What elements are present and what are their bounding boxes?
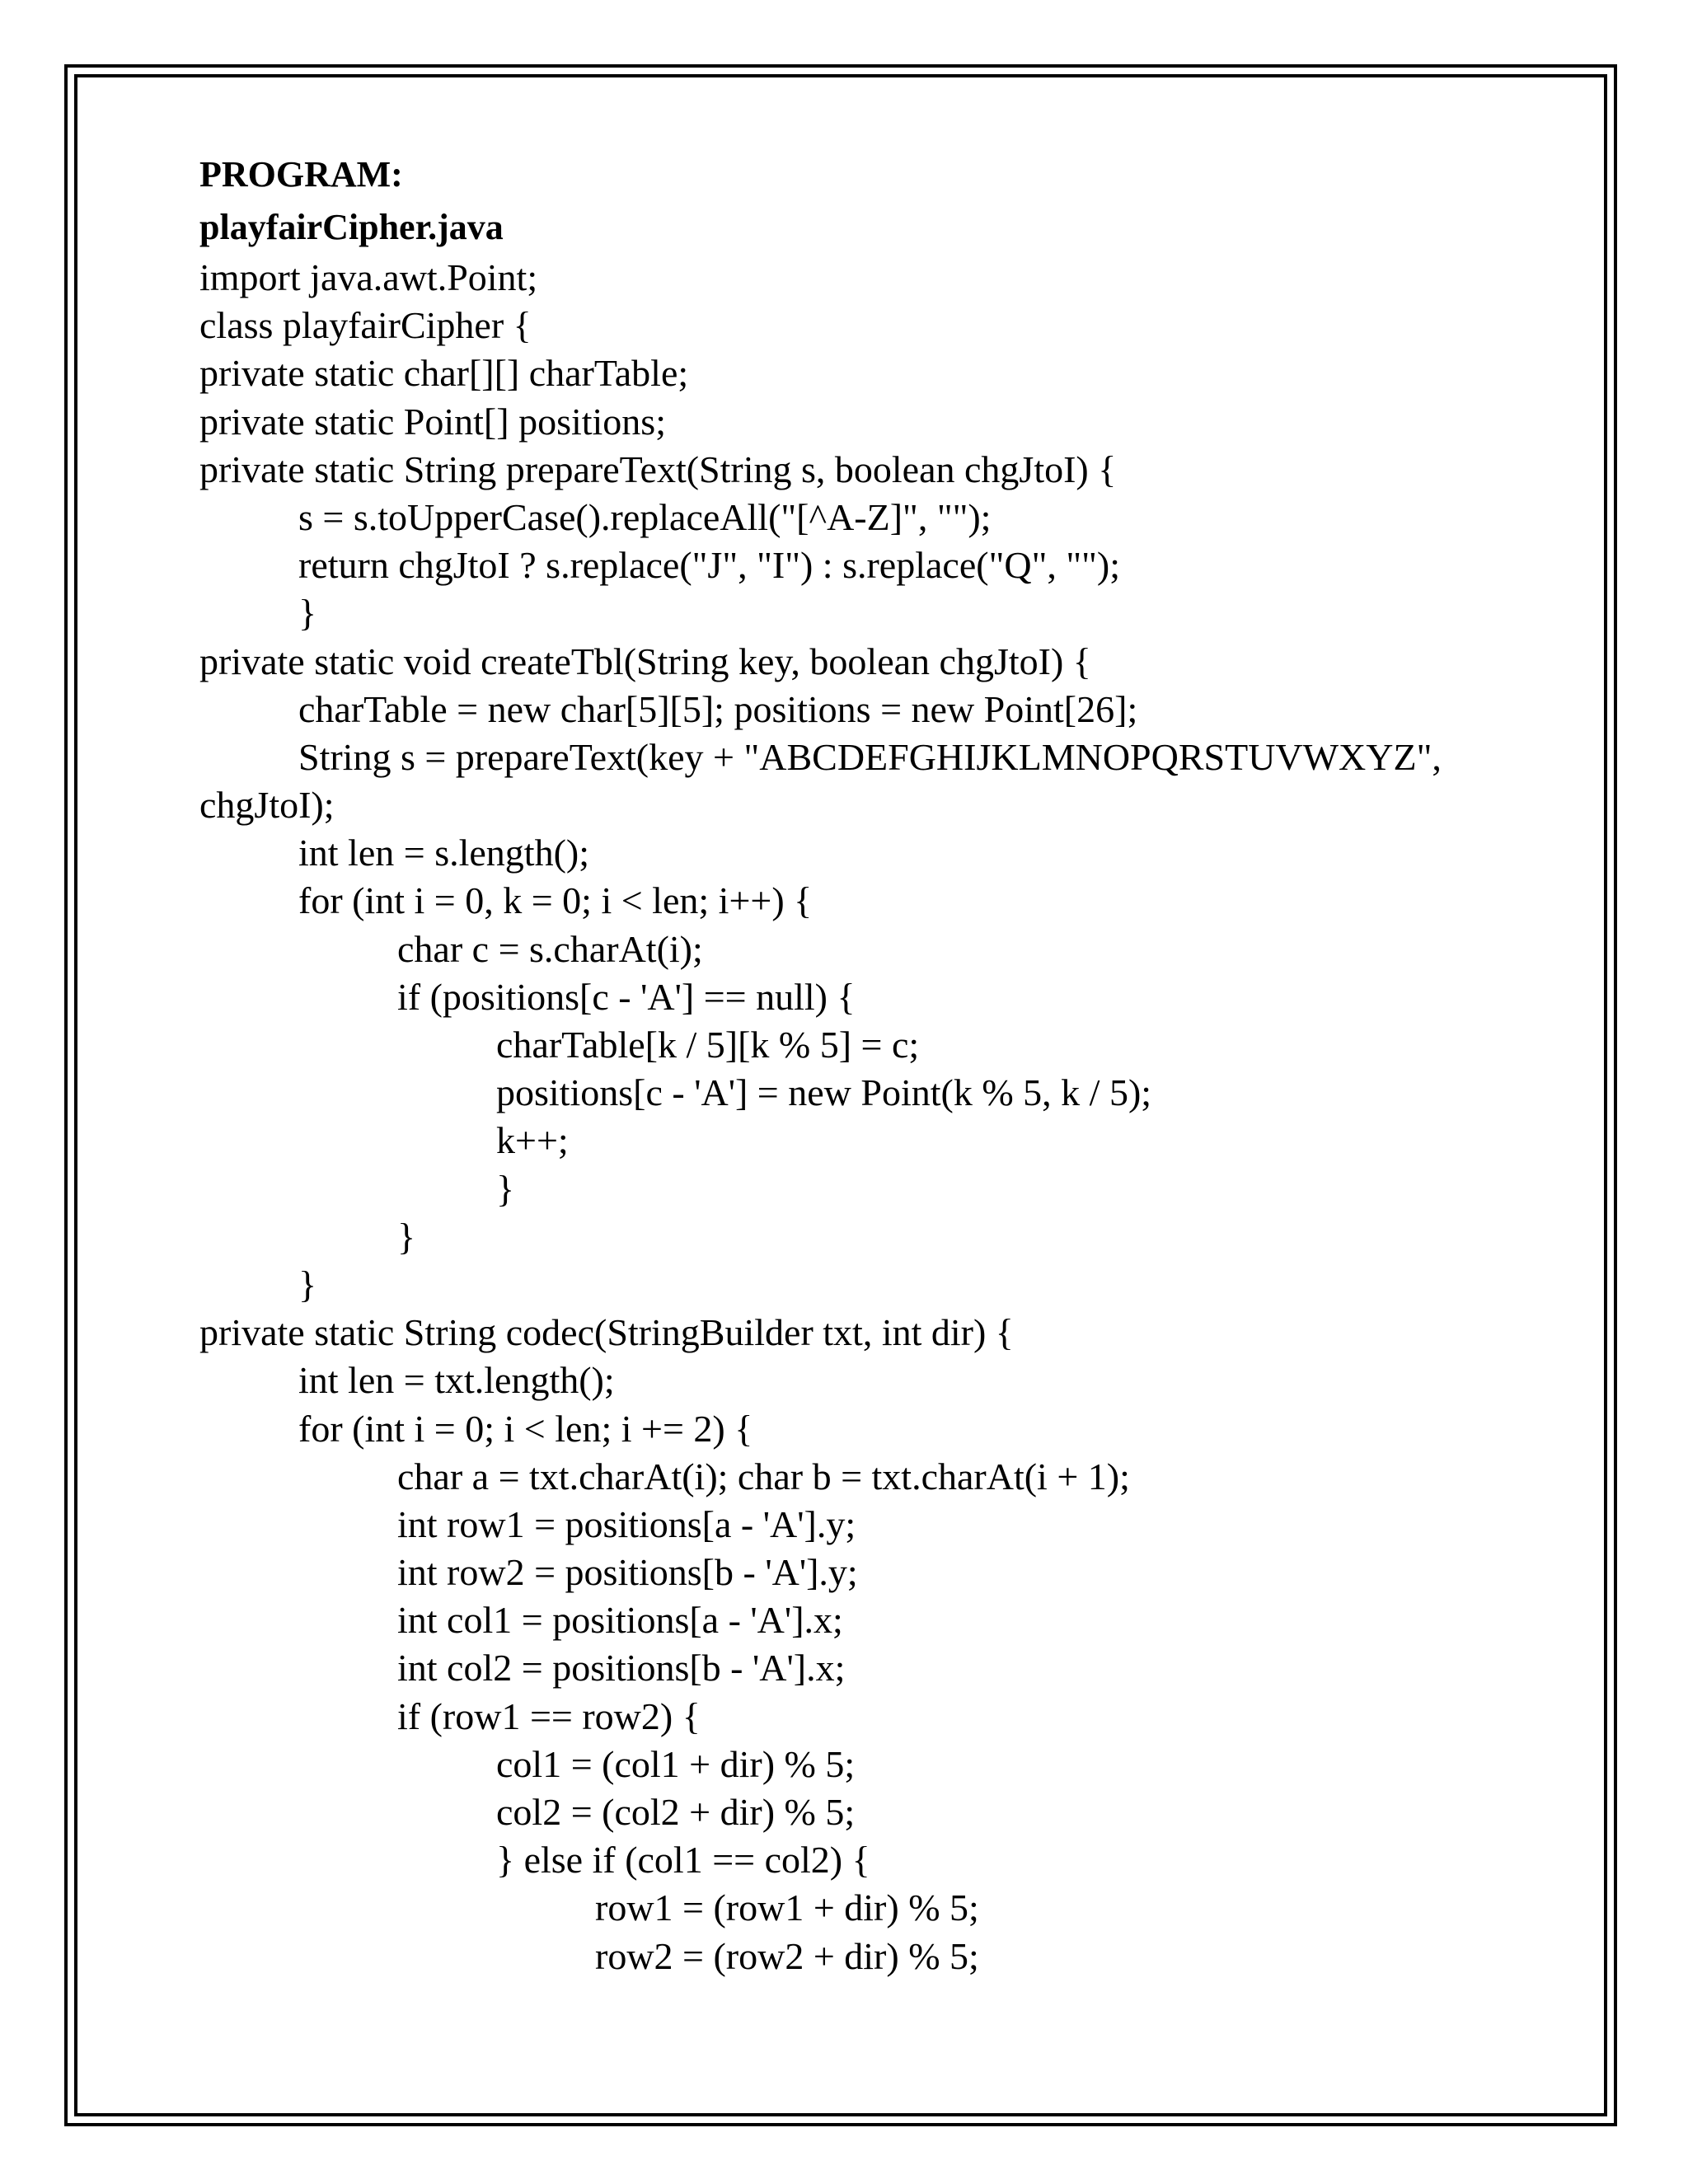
code-line: char c = s.charAt(i); — [397, 927, 703, 970]
code-line: } — [298, 1263, 317, 1305]
code-line: int row1 = positions[a - 'A'].y; — [397, 1502, 856, 1545]
code-line: private static void createTbl(String key, boolean chgJtoI) { — [199, 640, 1091, 682]
section-heading: PROGRAM: — [199, 154, 403, 194]
code-block — [199, 254, 1551, 1980]
code-line: String s = prepareText(key + "ABCDEFGHIJKLMNOPQRSTUVWXYZ", — [298, 735, 1442, 778]
code-line: s = s.toUpperCase().replaceAll("[^A-Z]", ""); — [298, 495, 992, 538]
code-line: char a = txt.charAt(i); char b = txt.charAt(i + 1); — [397, 1455, 1130, 1497]
code-line: int col2 = positions[b - 'A'].x; — [397, 1647, 846, 1690]
code-line: private static String prepareText(String s, boolean chgJtoI) { — [199, 448, 1117, 490]
file-name: playfairCipher.java — [199, 207, 504, 247]
code-line: col1 = (col1 + dir) % 5; — [496, 1742, 856, 1785]
code-line: row1 = (row1 + dir) % 5; — [595, 1886, 979, 1929]
code-line: int len = txt.length(); — [298, 1359, 615, 1402]
code-line: k++; — [496, 1119, 569, 1162]
code-line: col2 = (col2 + dir) % 5; — [496, 1791, 856, 1833]
code-line: int col1 = positions[a - 'A'].x; — [397, 1599, 843, 1642]
code-line: class playfairCipher { — [199, 304, 532, 347]
code-line: } else if (col1 == col2) { — [496, 1839, 870, 1882]
code-line: } — [298, 592, 317, 635]
code-line: private static String codec(StringBuilder txt, int dir) { — [199, 1311, 1014, 1354]
code-line: private static char[][] charTable; — [199, 352, 689, 395]
code-line: int len = s.length(); — [298, 832, 589, 874]
code-line: for (int i = 0; i < len; i += 2) { — [298, 1407, 753, 1450]
code-line: charTable[k / 5][k % 5] = c; — [496, 1024, 920, 1066]
code-line: if (row1 == row2) { — [397, 1694, 701, 1737]
code-line: } — [496, 1167, 515, 1210]
document-body — [199, 148, 1551, 1980]
code-line: chgJtoI); — [199, 784, 335, 827]
code-line: if (positions[c - 'A'] == null) { — [397, 975, 856, 1018]
code-line: charTable = new char[5][5]; positions = new Point[26]; — [298, 687, 1138, 730]
code-line: row2 = (row2 + dir) % 5; — [595, 1934, 979, 1977]
code-line: } — [397, 1215, 416, 1258]
code-line: return chgJtoI ? s.replace("J", "I") : s.replace("Q", ""); — [298, 544, 1120, 587]
code-line: for (int i = 0, k = 0; i < len; i++) { — [298, 879, 813, 922]
code-line: int row2 = positions[b - 'A'].y; — [397, 1551, 858, 1594]
code-line: positions[c - 'A'] = new Point(k % 5, k / 5); — [496, 1071, 1152, 1114]
code-line: import java.awt.Point; — [199, 256, 538, 298]
code-line: private static Point[] positions; — [199, 400, 666, 443]
